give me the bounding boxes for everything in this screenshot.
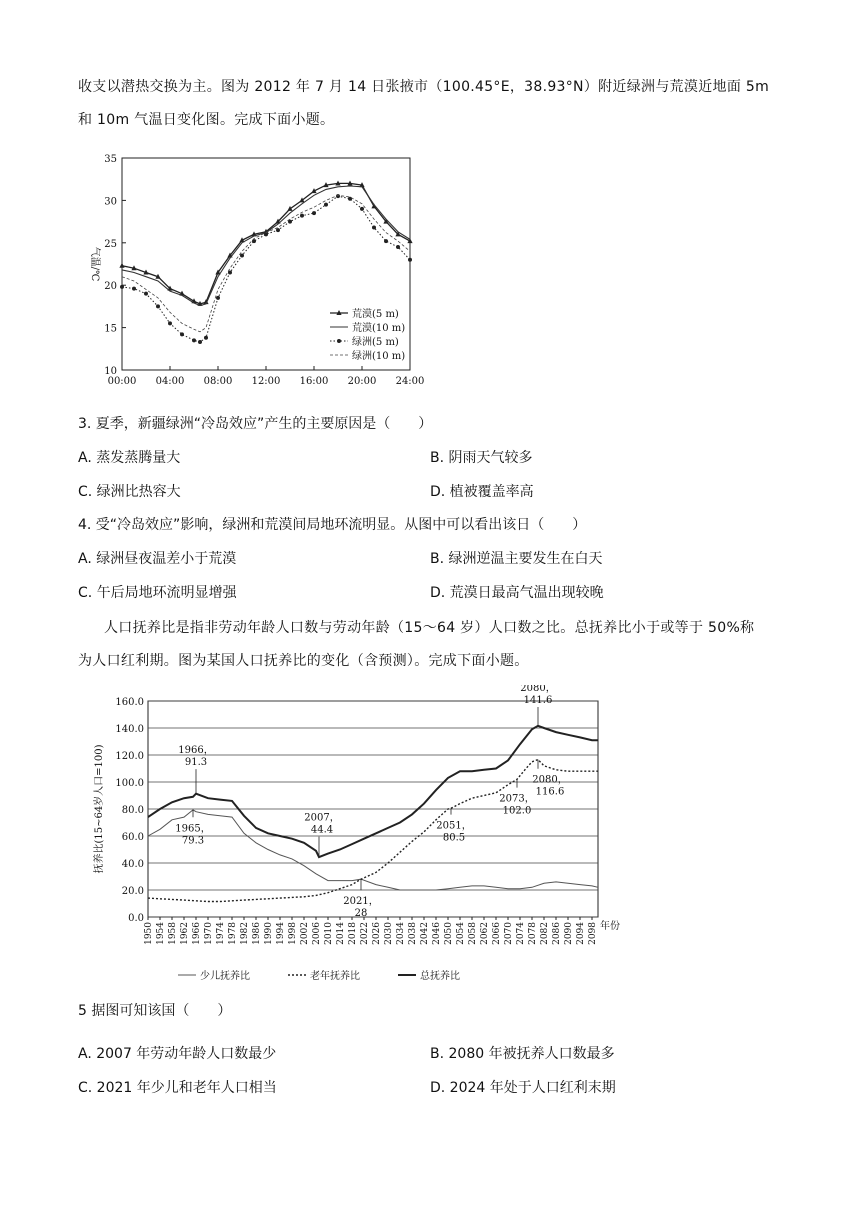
x-tick-label: 00:00: [107, 376, 137, 387]
question-4-stem: 4. 受“冷岛效应”影响，绿洲和荒漠间局地环流明显。从图中可以看出该日（ ）: [78, 517, 587, 533]
y-axis-label: 抚养比(15~64岁人口=100): [94, 744, 105, 874]
y-tick-label: 40.0: [121, 859, 144, 870]
annotation-value: 44.4: [310, 824, 334, 836]
data-point-circle: [324, 203, 328, 207]
question-5-option-d[interactable]: D. 2024 年处于人口红利末期: [430, 1080, 616, 1096]
series-line-2: [122, 196, 410, 342]
y-tick-label: 25: [104, 238, 117, 250]
x-tick-label: 2014: [336, 922, 346, 945]
annotation-year: 2021，: [343, 896, 379, 908]
data-point-circle: [132, 287, 136, 291]
legend-label: 少儿抚养比: [200, 971, 250, 982]
data-point-triangle: [119, 263, 124, 268]
intro2-line-1: 人口抚养比是指非劳动年龄人口数与劳动年龄（15～64 岁）人口数之比。总抚养比小于或等于 50%称: [104, 620, 755, 636]
x-tick-label: 1958: [168, 922, 178, 945]
x-axis-label: 年份: [600, 921, 620, 932]
x-tick-label: 2086: [552, 922, 562, 945]
annotation-year: 2051，: [436, 820, 472, 832]
y-tick-label: 120.0: [115, 751, 144, 762]
x-tick-label: 2006: [312, 922, 322, 945]
x-tick-label: 2022: [360, 922, 370, 945]
x-tick-label: 2094: [576, 922, 586, 945]
annotation-value: 80.5: [442, 832, 466, 844]
legend-label: 荒漠(5 m): [352, 309, 399, 320]
annotation-value: 116.6: [535, 786, 565, 798]
x-tick-label: 2058: [468, 922, 478, 945]
intro-line-1: 收支以潜热交换为主。图为 2012 年 7 月 14 日张掖市（100.45°E，38.93°N）附近绿洲与荒漠近地面 5m: [78, 79, 770, 95]
question-3-option-c[interactable]: C. 绿洲比热容大: [78, 484, 181, 500]
x-tick-label: 1950: [144, 922, 154, 945]
x-tick-label: 2062: [480, 922, 490, 945]
x-tick-label: 2038: [408, 922, 418, 945]
x-tick-label: 1966: [192, 922, 202, 945]
y-tick-label: 30: [104, 196, 117, 208]
y-tick-label: 80.0: [121, 805, 144, 816]
x-tick-label: 2042: [420, 922, 430, 945]
question-4-option-d[interactable]: D. 荒漠日最高气温出现较晚: [430, 585, 604, 601]
x-tick-label: 1978: [228, 922, 238, 945]
x-tick-label: 1994: [276, 922, 286, 945]
x-tick-label: 2018: [348, 922, 358, 945]
annotation-value: 28: [354, 908, 368, 920]
x-tick-label: 12:00: [251, 376, 281, 387]
x-tick-label: 2078: [528, 922, 538, 945]
dependency-ratio-chart: [78, 685, 658, 985]
data-point-circle: [300, 214, 304, 218]
x-tick-label: 08:00: [203, 376, 233, 387]
x-tick-label: 1986: [252, 922, 262, 945]
y-tick-label: 0.0: [128, 913, 144, 924]
data-point-circle: [360, 207, 364, 211]
data-point-circle: [372, 226, 376, 230]
x-tick-label: 2066: [492, 922, 502, 945]
x-tick-label: 16:00: [299, 376, 329, 387]
question-3-option-d[interactable]: D. 植被覆盖率高: [430, 484, 534, 500]
data-point-circle: [408, 258, 412, 262]
data-point-circle: [120, 285, 124, 289]
series-line-1: [148, 760, 598, 902]
y-tick-label: 20: [104, 281, 117, 293]
x-tick-label: 2050: [444, 922, 454, 945]
x-tick-label: 2010: [324, 922, 334, 945]
x-tick-label: 2090: [564, 922, 574, 945]
x-tick-label: 2082: [540, 922, 550, 945]
x-tick-label: 2030: [384, 922, 394, 945]
data-point-circle: [144, 292, 148, 296]
data-point-circle: [312, 211, 316, 215]
x-tick-label: 1954: [156, 922, 166, 945]
data-point-circle: [348, 197, 352, 201]
x-tick-label: 04:00: [155, 376, 185, 387]
y-axis-label: 气温/℃: [89, 246, 100, 282]
series-line-1: [122, 186, 410, 306]
x-tick-label: 1974: [216, 922, 226, 945]
annotation-year: 1965，: [175, 823, 211, 835]
series-line-0: [122, 183, 410, 304]
x-tick-label: 2098: [588, 922, 598, 945]
annotation-year: 2080，: [520, 685, 556, 694]
data-point-circle: [180, 332, 184, 336]
annotation-year: 1966，: [178, 745, 214, 757]
y-tick-label: 35: [104, 154, 117, 165]
annotation-year: 2073，: [499, 793, 535, 805]
question-3-option-a[interactable]: A. 蒸发蒸腾量大: [78, 450, 181, 466]
data-point-circle: [216, 296, 220, 300]
annotation-value: 102.0: [502, 805, 532, 817]
question-5-option-c[interactable]: C. 2021 年少儿和老年人口相当: [78, 1080, 277, 1096]
data-point-circle: [396, 245, 400, 249]
x-tick-label: 1998: [288, 922, 298, 945]
y-tick-label: 20.0: [121, 886, 144, 897]
x-tick-label: 2002: [300, 922, 310, 945]
annotation-value: 91.3: [184, 757, 208, 769]
legend-label: 荒漠(10 m): [352, 323, 406, 334]
series-line-0: [148, 810, 598, 890]
x-tick-label: 1962: [180, 922, 190, 945]
question-5-option-b[interactable]: B. 2080 年被抚养人口数最多: [430, 1046, 615, 1062]
x-tick-label: 2046: [432, 922, 442, 945]
question-3-option-b[interactable]: B. 阴雨天气较多: [430, 450, 533, 466]
x-tick-label: 2034: [396, 922, 406, 945]
data-point-triangle: [299, 197, 304, 202]
intro-line-2: 和 10m 气温日变化图。完成下面小题。: [78, 112, 335, 128]
data-point-circle: [156, 304, 160, 308]
data-point-circle: [168, 321, 172, 325]
y-tick-label: 100.0: [115, 778, 144, 789]
data-point-circle: [240, 254, 244, 258]
question-4-option-a[interactable]: A. 绿洲昼夜温差小于荒漠: [78, 551, 237, 567]
intro2-line-2: 为人口红利期。图为某国人口抚养比的变化（含预测）。完成下面小题。: [78, 653, 529, 669]
y-tick-label: 140.0: [115, 724, 144, 735]
data-point-circle: [192, 338, 196, 342]
legend-label: 绿洲(5 m): [352, 337, 399, 348]
y-tick-label: 160.0: [115, 697, 144, 708]
data-point-circle: [276, 228, 280, 232]
question-4-option-c[interactable]: C. 午后局地环流明显增强: [78, 585, 237, 601]
annotation-year: 2080，: [532, 774, 568, 786]
annotation-value: 141.6: [523, 695, 553, 706]
y-tick-label: 15: [104, 323, 117, 335]
x-tick-label: 24:00: [395, 376, 425, 387]
y-tick-label: 60.0: [121, 832, 144, 843]
legend-label: 总抚养比: [420, 971, 460, 982]
data-point-circle: [384, 239, 388, 243]
question-4-option-b[interactable]: B. 绿洲逆温主要发生在白天: [430, 551, 603, 567]
annotation-year: 2007，: [304, 812, 340, 824]
legend-label: 老年抚养比: [310, 971, 360, 982]
x-tick-label: 2026: [372, 922, 382, 945]
annotation-value: 79.3: [181, 835, 205, 847]
x-tick-label: 2054: [456, 922, 466, 945]
legend-label: 绿洲(10 m): [352, 351, 406, 362]
question-5-option-a[interactable]: A. 2007 年劳动年龄人口数最少: [78, 1046, 277, 1062]
question-5-stem: 5 据图可知该国（ ）: [78, 1003, 232, 1019]
data-point-circle: [204, 336, 208, 340]
temperature-chart: [78, 140, 438, 395]
x-tick-label: 1982: [240, 922, 250, 945]
x-tick-label: 1990: [264, 922, 274, 945]
x-tick-label: 1970: [204, 922, 214, 945]
legend-marker: [337, 339, 341, 343]
y-tick-label: 10: [104, 366, 117, 377]
x-tick-label: 2070: [504, 922, 514, 945]
question-3-stem: 3. 夏季，新疆绿洲“冷岛效应”产生的主要原因是（ ）: [78, 416, 433, 432]
x-tick-label: 2074: [516, 922, 526, 945]
series-line-2: [148, 726, 598, 857]
data-point-circle: [198, 340, 202, 344]
x-tick-label: 20:00: [347, 376, 377, 387]
